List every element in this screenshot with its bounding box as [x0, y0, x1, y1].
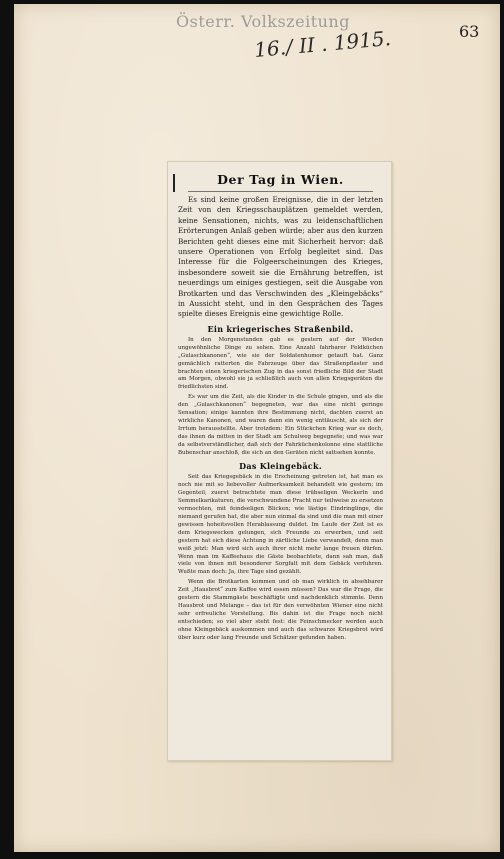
margin-bar — [173, 174, 175, 192]
title-rule — [188, 191, 373, 192]
lead-paragraph: Es sind keine großen Ereignisse, die in der letzten Zeit von den Kriegsschauplätzen gemeldet werden, keine Sensationen, nichts, was zu leidenschaftlichen Erörterungen Anlaß geben würde; aber aus den kurzen Berichten geht dieses eine mit Sicherheit hervor: daß unsere Operationen von Erfolg begleitet sind. Das Interesse für die Folgeerscheinungen des Krieges, insbesondere soweit sie die Ernährung betreffen, ist neuerdings um einiges gestiegen, seit die Ausgabe von Brotkarten und das Verschwinden des „Kleingebäcks“ in Aussicht steht, und in den Gesprächen des Tages spielte dieses Ereignis eine gewichtige Rolle. — [178, 195, 383, 319]
section-heading-kleingebaeck: Das Kleingebäck. — [239, 461, 322, 472]
page-number: 63 — [459, 22, 480, 41]
handwritten-date: 16./ II . 1915. — [253, 26, 392, 62]
article-paragraph: In den Morgenstunden gab es gestern auf der Wieden ungewöhnliche Dinge zu sehen. Eine Anzahl fahrbarer Feldküchen „Gulaschkanonen“, wie sie der Soldatenhumor getauft hat. Ganz gemächlich ratterten die Fahrzeuge über das Straßenpflaster und brachten einen kriegerischen Zug in das sonst friedliche Bild der Stadt am Morgen, obwohl sie ja schließlich auch von allen Kriegsgeräten die friedlichsten sind. — [178, 336, 383, 391]
paper-sheet — [14, 4, 500, 852]
article-paragraph: Wenn die Brotkarten kommen und ob man wirklich in absehbarer Zeit „Hausbrot“ zum Kaffee wird essen müssen? Das war die Frage, die gestern die Stammgäste beschäftigte und nachdenklich stimmte. Denn Hausbrot und Melange – das ist für den verwöhnten Wiener eine nicht sehr erfreuliche Vorstellung. Bis dahin ist die Frage noch nicht entschieden; so viel aber steht fest: die Feinschmecker werden auch ohne Kleingebäck auskommen und auch das schwarze Kriegsbrot wird über kurz oder lang Freunde und Schätzer gefunden haben. — [178, 579, 383, 641]
article-paragraph: Es war um die Zeit, als die Kinder in die Schule gingen, und als die den „Gulaschkanonen“ begegneten, war das eine nicht geringe Sensation; einige kannten ihre Bestimmung nicht, dachten zuerst an wirkliche Kanonen, und waren dann ein wenig enttäuscht, als sich der Irrtum herausstellte. Aber trotzdem: Ein Stückchen Krieg war es doch, das ihnen da mitten in der Stadt am Schulweg begegnete; und was war da selbstverständlicher, daß sich der Fahrküchenkolonne eine stattliche Bubenschar anschloß, die sich an den Geräten nicht sattsehen konnte. — [178, 394, 383, 456]
article-title: Der Tag in Wien. — [217, 172, 344, 187]
newspaper-clipping — [167, 161, 392, 761]
newspaper-masthead: Österr. Volkszeitung — [176, 12, 350, 31]
section-heading-street-scene: Ein kriegerisches Straßenbild. — [207, 323, 354, 334]
article-paragraph: Seit das Kriegsgebäck in die Erscheinung getreten ist, hat man es noch nie mit so liebevoller Aufmerksamkeit behandelt wie gestern; im Gegenteil, zuerst betrachtete man diese trübseligen Weckerln und Semmelkarikaturen, die verschwundene Pracht nur teilweise zu ersetzen vermochten, mit feindseligen Blicken; wie lästige Eindringlinge, die niemand gerufen hat, die aber nun einmal da sind und die man mit einer gewissen hoheitsvollen Herablassung duldet. Im Laufe der Zeit ist es dem Kriegswecken gelungen, sich Freunde zu erwerben, und seit gestern hat sich diese Achtung in zärtliche Liebe verwandelt, denn man weiß jetzt: Man wird sich auch ihrer nicht mehr lange freuen dürfen. Wenn man im Kaffeehaus die Gäste beobachtete, dann sah man, daß viele von ihnen mit besonderer Sorgfalt mit dem Gebäck verfuhren. Wußte man doch: Ja, ihre Tage sind gezählt. — [178, 474, 383, 576]
